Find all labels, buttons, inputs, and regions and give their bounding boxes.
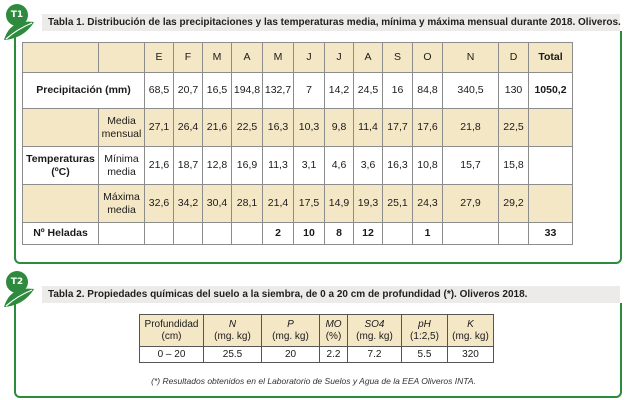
month-header: S [383,43,413,73]
month-header: O [413,43,443,73]
heladas-value [443,223,499,245]
maxima-value: 17,5 [294,185,325,223]
minima-value: 3,1 [294,147,325,185]
precipitation-value: 68,5 [145,73,174,109]
minima-value: 10,8 [413,147,443,185]
precipitation-value: 130 [499,73,529,109]
soil-value: 2.2 [320,347,348,363]
soil-value-row [140,347,494,363]
precipitation-value: 24,5 [354,73,383,109]
minima-value: 4,6 [325,147,354,185]
minima-label: Mínima media [99,147,145,185]
maxima-value: 14,9 [325,185,354,223]
media-value: 17,6 [413,109,443,147]
media-row [23,109,573,147]
media-value: 9,8 [325,109,354,147]
soil-header-mo: MO (%) [320,315,348,347]
soil-value: 7.2 [348,347,402,363]
media-total-blank [529,109,573,147]
precipitation-value: 84,8 [413,73,443,109]
month-header: F [174,43,203,73]
maxima-value: 34,2 [174,185,203,223]
precipitation-value: 20,7 [174,73,203,109]
media-value: 11,4 [354,109,383,147]
minima-value: 15,8 [499,147,529,185]
maxima-total-blank [529,185,573,223]
precipitation-label: Precipitación (mm) [23,73,145,109]
minima-value: 16,3 [383,147,413,185]
table1-badge: T1 [6,4,28,26]
month-header: J [325,43,354,73]
month-header: A [232,43,263,73]
header-empty-cell [99,43,145,73]
minima-value: 12,8 [203,147,232,185]
heladas-value: 2 [263,223,294,245]
precipitation-value: 340,5 [443,73,499,109]
maxima-value: 28,1 [232,185,263,223]
heladas-value [383,223,413,245]
maxima-row [23,185,573,223]
maxima-value: 29,2 [499,185,529,223]
minima-value: 21,6 [145,147,174,185]
maxima-label: Máxima media [99,185,145,223]
heladas-value [145,223,174,245]
maxima-value: 19,3 [354,185,383,223]
total-header: Total [529,43,573,73]
precipitation-value: 14,2 [325,73,354,109]
soil-value: 0 – 20 [140,347,204,363]
precipitation-value: 7 [294,73,325,109]
soil-header-k: K (mg. kg) [448,315,494,347]
soil-value: 5.5 [402,347,448,363]
minima-row [23,147,573,185]
heladas-value [203,223,232,245]
soil-header-row [140,315,494,347]
media-label: Media mensual [99,109,145,147]
minima-value: 16,9 [232,147,263,185]
heladas-label: Nº Heladas [23,223,99,245]
media-value: 26,4 [174,109,203,147]
maxima-value: 27,9 [443,185,499,223]
precipitation-value: 16 [383,73,413,109]
precipitation-value: 132,7 [263,73,294,109]
minima-value: 18,7 [174,147,203,185]
temperature-label-blank [23,185,99,223]
heladas-value: 12 [354,223,383,245]
maxima-value: 24,3 [413,185,443,223]
soil-header-ph: pH (1:2,5) [402,315,448,347]
minima-value: 11,3 [263,147,294,185]
table1-caption: Tabla 1. Distribución de las precipitaciones y las temperaturas media, mínima y máxima mensual durante 2018. Oliveros. [42,14,620,31]
month-header: N [443,43,499,73]
month-header: J [294,43,325,73]
media-value: 16,3 [263,109,294,147]
precipitation-value: 194,8 [232,73,263,109]
month-header: D [499,43,529,73]
maxima-value: 32,6 [145,185,174,223]
month-header: A [354,43,383,73]
media-value: 22,5 [232,109,263,147]
temperature-label-blank [23,109,99,147]
media-value: 27,1 [145,109,174,147]
soil-table [139,314,494,363]
table1-header-row [23,43,573,73]
table2-badge: T2 [6,271,28,293]
soil-header-p: P (mg. kg) [262,315,320,347]
soil-value: 20 [262,347,320,363]
heladas-value [499,223,529,245]
minima-value: 3,6 [354,147,383,185]
maxima-value: 30,4 [203,185,232,223]
maxima-value: 21,4 [263,185,294,223]
heladas-value: 1 [413,223,443,245]
temperature-label: Temperaturas (ºC) [23,147,99,185]
media-value: 22,5 [499,109,529,147]
heladas-row [23,223,573,245]
heladas-value: 10 [294,223,325,245]
precipitation-total: 1050,2 [529,73,573,109]
soil-value: 320 [448,347,494,363]
soil-header-profundidad: Profundidad (cm) [140,315,204,347]
soil-footnote: (*) Resultados obtenidos en el Laboratorio de Suelos y Agua de la EEA Oliveros INTA. [151,376,476,386]
media-value: 21,6 [203,109,232,147]
soil-header-so4: SO4 (mg. kg) [348,315,402,347]
minima-total-blank [529,147,573,185]
header-empty-cell [23,43,99,73]
precipitation-row [23,73,573,109]
media-value: 10,3 [294,109,325,147]
soil-header-n: N (mg. kg) [204,315,262,347]
table2-caption: Tabla 2. Propiedades químicas del suelo a la siembra, de 0 a 20 cm de profundidad (*). Oliveros 2018. [42,286,620,303]
precipitation-value: 16,5 [203,73,232,109]
heladas-value [174,223,203,245]
media-value: 17,7 [383,109,413,147]
maxima-value: 25,1 [383,185,413,223]
media-value: 21,8 [443,109,499,147]
heladas-value [232,223,263,245]
climate-table [22,42,573,245]
heladas-blank [99,223,145,245]
month-header: M [263,43,294,73]
month-header: E [145,43,174,73]
minima-value: 15,7 [443,147,499,185]
soil-value: 25.5 [204,347,262,363]
heladas-value: 8 [325,223,354,245]
month-header: M [203,43,232,73]
heladas-total: 33 [529,223,573,245]
